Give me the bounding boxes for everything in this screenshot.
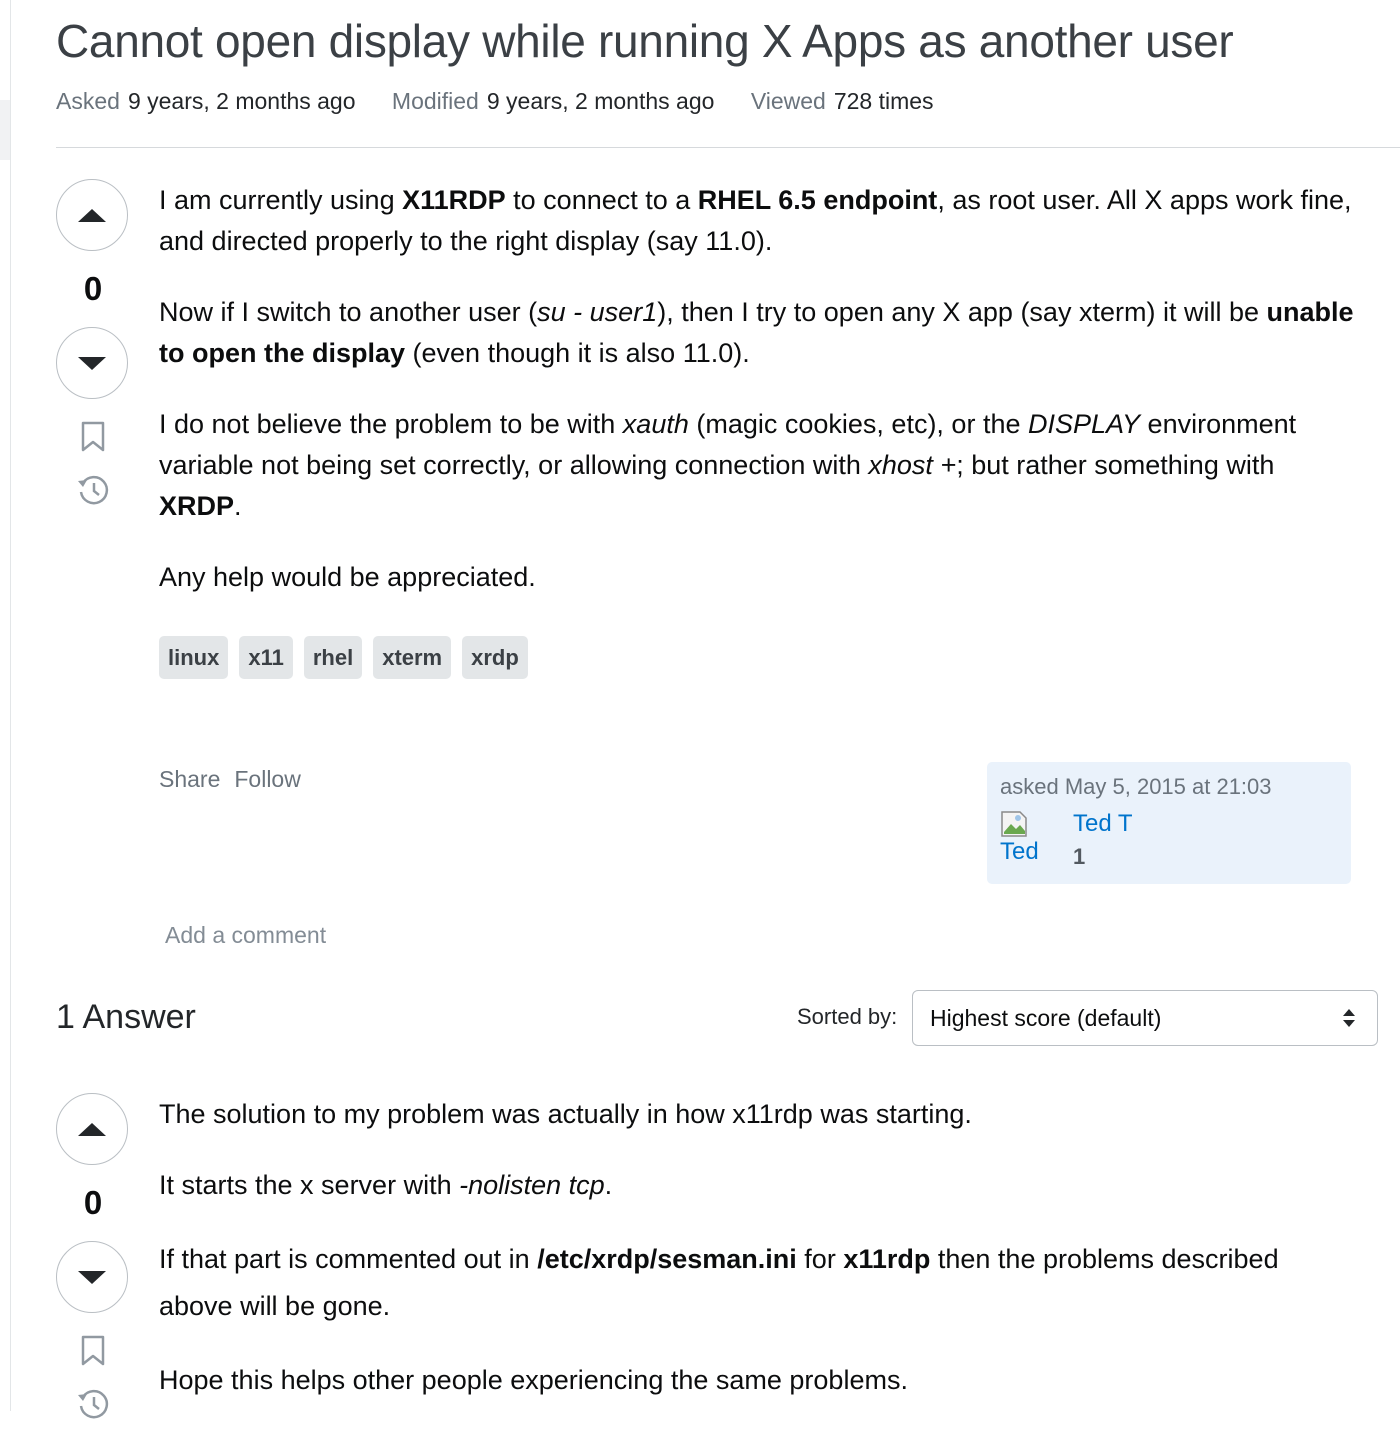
arrow-up-icon — [77, 1120, 107, 1138]
question-paragraph-2: Now if I switch to another user (su - user1), then I try to open any X app (say xterm) it will be unable to open the display (even though it is also 11.0). — [159, 297, 1354, 368]
owner-name[interactable]: Ted T — [1073, 810, 1133, 837]
modified-label: Modified — [391, 88, 479, 114]
asked-value[interactable]: 9 years, 2 months ago — [127, 88, 356, 114]
asked-label: Asked — [56, 88, 120, 114]
share-link[interactable]: Share — [159, 766, 221, 792]
answer-paragraph-3: If that part is commented out in /etc/xrdp/sesman.ini for x11rdp then the problems described above will be gone. — [159, 1244, 1279, 1321]
answer-score: 0 — [83, 1184, 103, 1221]
answer-history-button[interactable] — [56, 1387, 130, 1421]
header-divider — [56, 147, 1400, 148]
sort-label: Sorted by: — [797, 1004, 898, 1029]
history-icon — [76, 473, 110, 507]
tag-xterm[interactable]: xterm — [373, 636, 451, 679]
asked-timestamp[interactable]: asked May 5, 2015 at 21:03 — [1000, 774, 1272, 799]
answer-paragraph-1: The solution to my problem was actually in how x11rdp was starting. — [159, 1099, 972, 1129]
question-body — [159, 180, 1359, 679]
answer-upvote-button[interactable] — [56, 1093, 128, 1165]
bookmark-icon — [80, 1335, 106, 1367]
question-paragraph-3: I do not believe the problem to be with xauth (magic cookies, etc), or the DISPLAY environment variable not being set correctly, or allowing connection with xhost +; but rather something with XRDP. — [159, 409, 1297, 521]
sidebar-tab[interactable] — [0, 100, 10, 160]
follow-link[interactable]: Follow — [234, 766, 301, 792]
owner-card — [987, 762, 1351, 884]
avatar[interactable] — [1000, 810, 1060, 870]
answers-heading: 1 Answer — [56, 998, 196, 1036]
history-button[interactable] — [56, 473, 130, 507]
bookmark-button[interactable] — [56, 421, 130, 453]
bookmark-icon — [80, 421, 106, 453]
answer-vote-column — [56, 1093, 130, 1421]
question-meta — [56, 88, 964, 115]
modified-value[interactable]: 9 years, 2 months ago — [486, 88, 715, 114]
question-paragraph-4: Any help would be appreciated. — [159, 562, 536, 592]
upvote-button[interactable] — [56, 179, 128, 251]
question-paragraph-1: I am currently using X11RDP to connect to a RHEL 6.5 endpoint, as root user. All X apps work fine, and directed properly to the right display (say 11.0). — [159, 185, 1352, 256]
sort-selected-value: Highest score (default) — [930, 1005, 1162, 1031]
answer-downvote-button[interactable] — [56, 1241, 128, 1313]
question-score: 0 — [83, 270, 103, 307]
owner-reputation: 1 — [1073, 844, 1086, 869]
viewed-label: Viewed — [750, 88, 826, 114]
tag-x11[interactable]: x11 — [239, 636, 293, 679]
select-arrows-icon — [1341, 1007, 1357, 1029]
avatar-alt-text: Ted — [1000, 838, 1039, 865]
sort-select[interactable] — [912, 990, 1378, 1046]
viewed-value: 728 times — [833, 88, 934, 114]
question-vote-column — [56, 179, 130, 507]
history-icon — [76, 1387, 110, 1421]
tag-xrdp[interactable]: xrdp — [462, 636, 528, 679]
tag-linux[interactable]: linux — [159, 636, 228, 679]
answer-bookmark-button[interactable] — [56, 1335, 130, 1367]
downvote-button[interactable] — [56, 327, 128, 399]
answer-paragraph-4: Hope this helps other people experiencing the same problems. — [159, 1365, 908, 1395]
broken-image-icon — [1000, 810, 1028, 838]
answer-paragraph-2: It starts the x server with -nolisten tcp. — [159, 1170, 613, 1200]
add-comment-link[interactable]: Add a comment — [165, 922, 327, 948]
arrow-up-icon — [77, 206, 107, 224]
post-menu — [159, 766, 315, 793]
answer-body — [159, 1094, 1359, 1431]
arrow-down-icon — [77, 1268, 107, 1286]
left-sidebar-edge — [0, 0, 11, 1411]
tag-list — [159, 636, 1359, 679]
arrow-down-icon — [77, 354, 107, 372]
question-title[interactable]: Cannot open display while running X Apps as another user — [56, 15, 1234, 67]
tag-rhel[interactable]: rhel — [304, 636, 362, 679]
